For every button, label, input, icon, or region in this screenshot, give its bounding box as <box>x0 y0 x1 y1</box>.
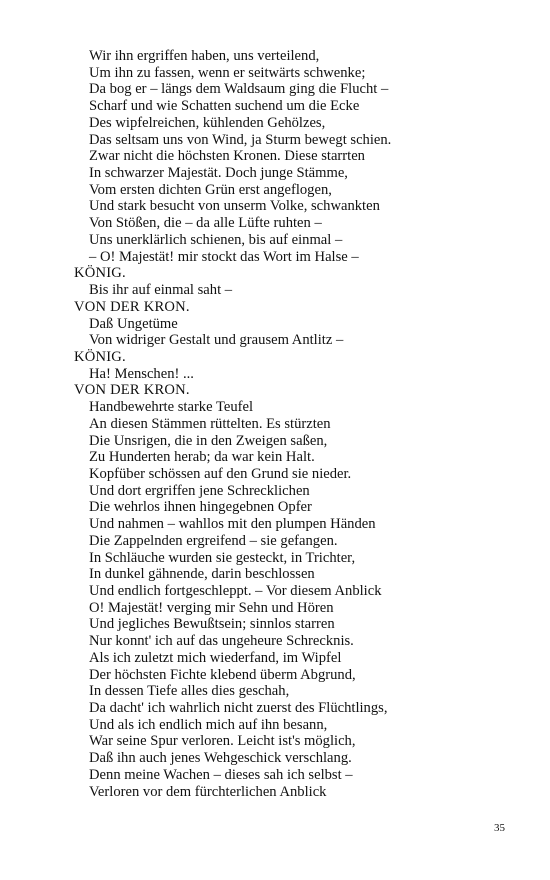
verse-line: – O! Majestät! mir stockt das Wort im Halse – <box>89 248 359 265</box>
verse-line: Denn meine Wachen – dieses sah ich selbst – <box>89 766 353 783</box>
verse-line: Da bog er – längs dem Waldsaum ging die Flucht – <box>89 81 389 98</box>
verse-line: Von widriger Gestalt und grausem Antlitz – <box>89 332 344 349</box>
verse-line: Der höchsten Fichte klebend überm Abgrund, <box>89 666 356 683</box>
verse-line: Als ich zuletzt mich wiederfand, im Wipfel <box>89 649 342 666</box>
verse-line: Bis ihr auf einmal saht – <box>89 282 233 299</box>
page-number: 35 <box>494 822 505 834</box>
verse-line: Und nahmen – wahllos mit den plumpen Händen <box>89 516 376 533</box>
verse-line: Verloren vor dem fürchterlichen Anblick <box>89 783 327 800</box>
verse-line: Und jegliches Bewußtsein; sinnlos starren <box>89 616 335 633</box>
verse-line: Um ihn zu fassen, wenn er seitwärts schwenke; <box>89 64 366 81</box>
verse-line: Die Zappelnden ergreifend – sie gefangen. <box>89 532 338 549</box>
verse-line: Von Stößen, die – da alle Lüfte ruhten – <box>89 215 322 232</box>
verse-line: In schwarzer Majestät. Doch junge Stämme, <box>89 165 348 182</box>
verse-line: Die wehrlos ihnen hingegebnen Opfer <box>89 499 312 516</box>
verse-line: Daß ihn auch jenes Wehgeschick verschlang. <box>89 750 352 767</box>
verse-line: Und endlich fortgeschleppt. – Vor diesem Anblick <box>89 583 382 599</box>
speaker-name: KÖNIG. <box>74 265 126 282</box>
verse-line: Da dacht' ich wahrlich nicht zuerst des Flüchtlings, <box>89 700 388 717</box>
verse-line: O! Majestät! verging mir Sehn und Hören <box>89 599 334 616</box>
verse-line: Zu Hunderten herab; da war kein Halt. <box>89 449 315 466</box>
verse-line: Uns unerklärlich schienen, bis auf einmal – <box>89 231 343 248</box>
speaker-name: KÖNIG. <box>74 348 126 365</box>
verse-line: In Schläuche wurden sie gesteckt, in Trichter, <box>89 549 356 566</box>
verse-line: Handbewehrte starke Teufel <box>89 399 254 416</box>
verse-line: Scharf und wie Schatten suchend um die Ecke <box>89 98 360 115</box>
speaker-name: VON DER KRON. <box>74 382 190 399</box>
verse-line: Kopfüber schössen auf den Grund sie nieder. <box>89 465 352 482</box>
verse-line: Zwar nicht die höchsten Kronen. Diese starrten <box>89 148 365 165</box>
verse-line: Wir ihn ergriffen haben, uns verteilend, <box>89 48 320 64</box>
verse-line: Und stark besucht von unserm Volke, schwankten <box>89 198 380 215</box>
verse-line: Die Unsrigen, die in den Zweigen saßen, <box>89 432 328 449</box>
verse-line: In dunkel gähnende, darin beschlossen <box>89 566 315 583</box>
verse-line: Ha! Menschen! ... <box>89 365 194 382</box>
verse-line: Und als ich endlich mich auf ihn besann, <box>89 716 328 733</box>
speaker-name: VON DER KRON. <box>74 298 190 315</box>
verse-body <box>74 48 524 800</box>
verse-line: Und dort ergriffen jene Schrecklichen <box>89 482 310 499</box>
verse-line: Nur konnt' ich auf das ungeheure Schrecknis. <box>89 633 354 650</box>
verse-line: Das seltsam uns von Wind, ja Sturm bewegt schien. <box>89 131 392 148</box>
verse-line: An diesen Stämmen rüttelten. Es stürzten <box>89 415 331 432</box>
verse-line: Des wipfelreichen, kühlenden Gehölzes, <box>89 114 326 131</box>
verse-line: War seine Spur verloren. Leicht ist's möglich, <box>89 733 356 750</box>
verse-line: Daß Ungetüme <box>89 315 178 332</box>
verse-line: Vom ersten dichten Grün erst angeflogen, <box>89 181 332 198</box>
verse-line: In dessen Tiefe alles dies geschah, <box>89 683 290 700</box>
